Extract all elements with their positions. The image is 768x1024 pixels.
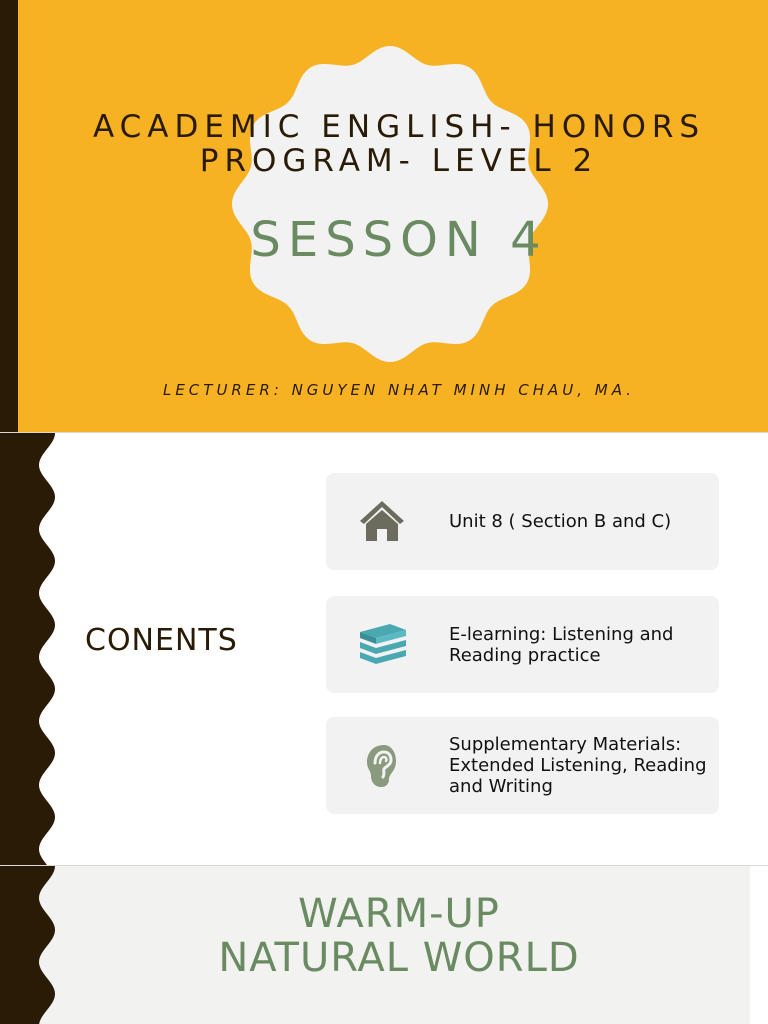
contents-heading: CONENTS: [85, 623, 238, 658]
right-edge: [750, 433, 768, 865]
content-card-supplementary: [326, 717, 719, 814]
content-card-elearning: [326, 596, 719, 693]
left-accent-bar: [0, 0, 18, 432]
content-card-label: Unit 8 ( Section B and C): [449, 511, 672, 532]
session-title: SESSON 4: [250, 212, 548, 268]
house-icon: [356, 497, 408, 547]
content-card-label: E-learning: Listening and Reading practice: [449, 623, 674, 666]
title-line-2: PROGRAM- LEVEL 2: [199, 143, 599, 179]
warmup-heading: [30, 892, 768, 980]
ear-icon: [356, 741, 408, 791]
title-slide: [0, 0, 768, 432]
wavy-left-border: [0, 433, 56, 865]
lecturer-subtitle: LECTURER: NGUYEN NHAT MINH CHAU, MA.: [162, 381, 636, 399]
title-line-1: ACADEMIC ENGLISH- HONORS: [92, 109, 706, 145]
content-card-label: Supplementary Materials: Extended Listening, Reading and Writing: [449, 734, 707, 797]
books-icon: [356, 620, 408, 670]
content-card-unit8: [326, 473, 719, 570]
scalloped-badge: [222, 36, 558, 372]
presentation-title: [30, 110, 768, 178]
contents-slide: [0, 433, 768, 865]
warmup-heading-line-1: WARM-UP: [298, 891, 500, 937]
warmup-heading-line-2: NATURAL WORLD: [218, 935, 580, 981]
warmup-slide: [0, 866, 768, 1024]
